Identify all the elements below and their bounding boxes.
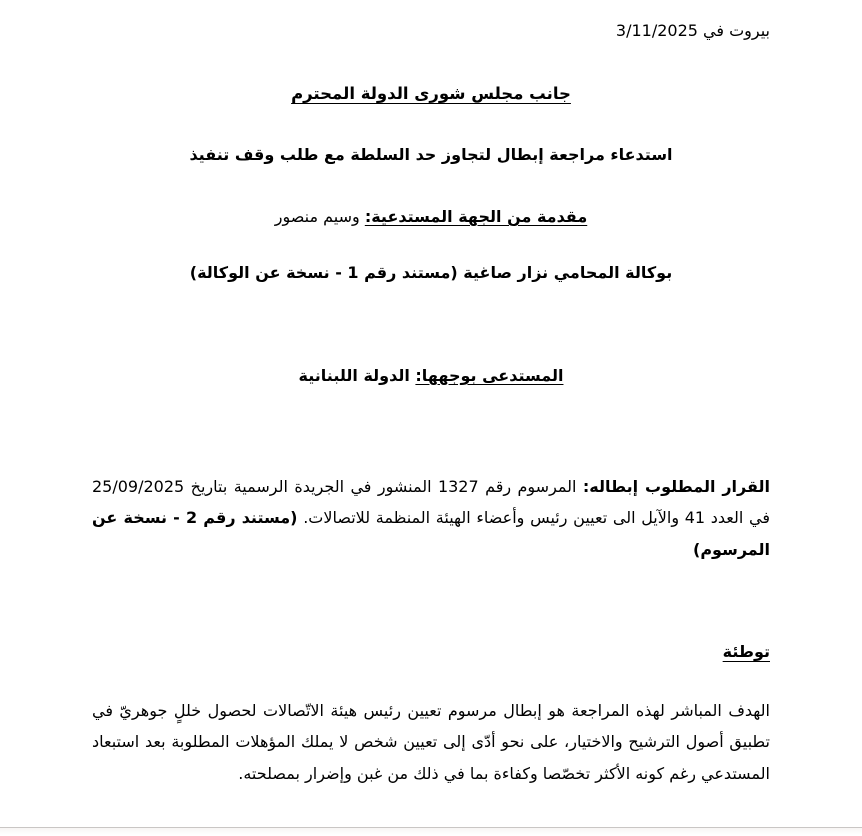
petitioner-line — [92, 204, 770, 230]
petitioner-name: وسيم منصور — [274, 207, 360, 226]
contested-decision-exhibit: (مستند رقم 2 - نسخة عن المرسوم) — [92, 508, 770, 559]
document-content-column — [92, 0, 770, 789]
preamble-heading: توطئة — [722, 641, 770, 661]
date-line: بيروت في 3/11/2025 — [615, 21, 770, 40]
respondent-label: المستدعى بوجهها: — [415, 365, 564, 385]
window-bottom-divider — [0, 827, 862, 828]
page-title: جانب مجلس شورى الدولة المحترم — [291, 84, 571, 104]
preamble-paragraph: الهدف المباشر لهذه المراجعة هو إبطال مرسوم تعيين رئيس هيئة الاتّصالات لحصول خللٍ جوهريّ في تطبيق أصول الترشيح والاختيار، على نحو أدّى إلى تعيين شخص لا يملك المؤهلات المطلوبة بعد استبعاد المستدعي رغم كونه الأكثر تخصّصا وكفاءة بما في ذلك من غبن وإضرار بمصلحته. — [92, 701, 770, 783]
respondent-name: الدولة اللبنانية — [298, 365, 410, 385]
contested-decision-label: القرار المطلوب إبطاله: — [582, 477, 770, 497]
contested-decision-text: المرسوم رقم 1327 المنشور في الجريدة الرسمية بتاريخ 25/09/2025 في العدد 41 والآيل الى تعيين رئيس وأعضاء الهيئة المنظمة للاتصالات. — [92, 477, 770, 528]
petitioner-label: مقدمة من الجهة المستدعية: — [364, 207, 588, 226]
respondent-line — [92, 363, 770, 389]
petitioner-agency-line: بوكالة المحامي نزار صاغية (مستند رقم 1 - نسخة عن الوكالة) — [189, 263, 673, 283]
contested-decision-block — [92, 471, 770, 565]
document-subtitle: استدعاء مراجعة إبطال لتجاوز حد السلطة مع طلب وقف تنفيذ — [189, 144, 673, 164]
